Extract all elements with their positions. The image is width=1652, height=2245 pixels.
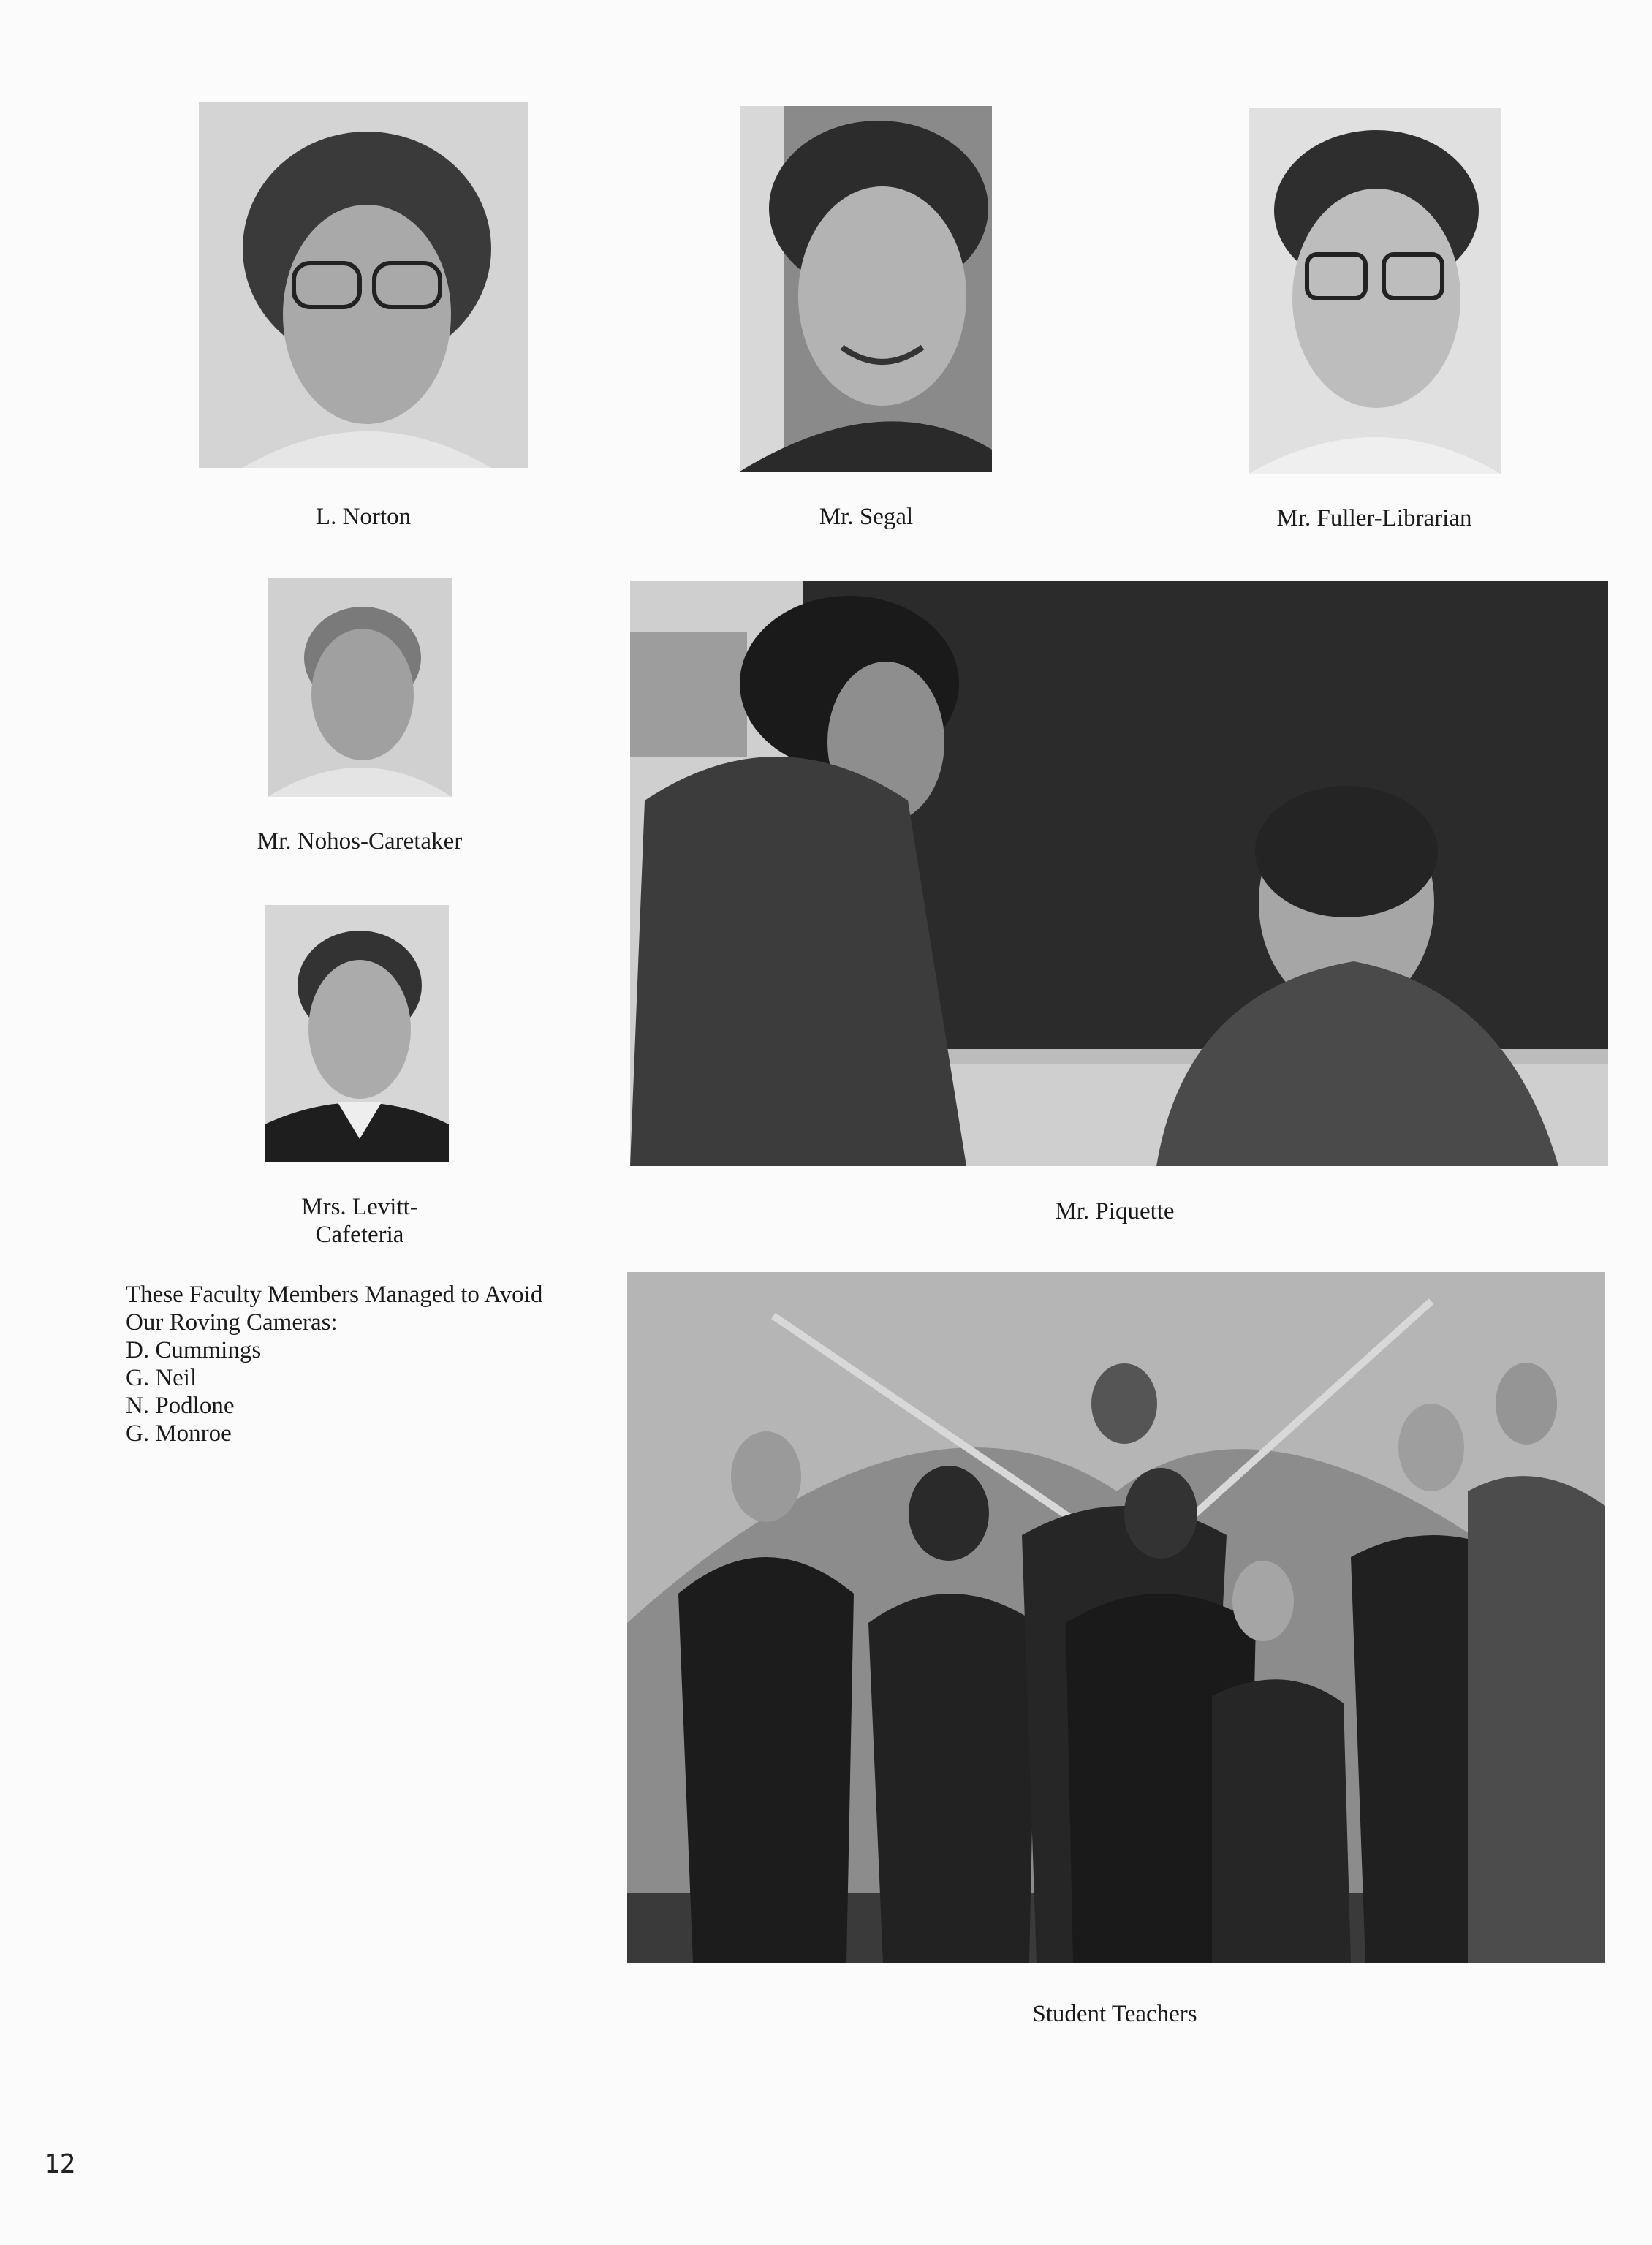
photo-norton (199, 102, 528, 468)
photo-segal (740, 106, 992, 472)
photo-nohos (268, 578, 452, 797)
page-number: 12 (44, 2149, 76, 2179)
absent-faculty-name: N. Podlone (126, 1393, 235, 1419)
caption-levitt-line1: Mrs. Levitt- (301, 1194, 418, 1220)
caption-segal: Mr. Segal (819, 504, 914, 530)
absent-faculty-heading-line2: Our Roving Cameras: (126, 1309, 338, 1336)
absent-faculty-name: D. Cummings (126, 1337, 262, 1363)
photo-student-teachers (627, 1272, 1605, 1963)
caption-norton: L. Norton (315, 504, 412, 530)
absent-faculty-heading-line1: These Faculty Members Managed to Avoid (126, 1281, 543, 1308)
absent-faculty-name: G. Neil (126, 1365, 197, 1391)
caption-levitt-line2: Cafeteria (315, 1222, 404, 1248)
caption-fuller: Mr. Fuller-Librarian (1276, 505, 1472, 531)
absent-faculty-note (126, 1281, 608, 1447)
caption-nohos: Mr. Nohos-Caretaker (257, 828, 463, 855)
caption-student-teachers: Student Teachers (1032, 2001, 1197, 2027)
photo-piquette (630, 581, 1608, 1166)
caption-levitt (243, 1193, 477, 1249)
photo-levitt (265, 905, 449, 1162)
caption-piquette: Mr. Piquette (1055, 1198, 1175, 1224)
absent-faculty-name: G. Monroe (126, 1420, 232, 1447)
photo-fuller (1249, 108, 1501, 474)
